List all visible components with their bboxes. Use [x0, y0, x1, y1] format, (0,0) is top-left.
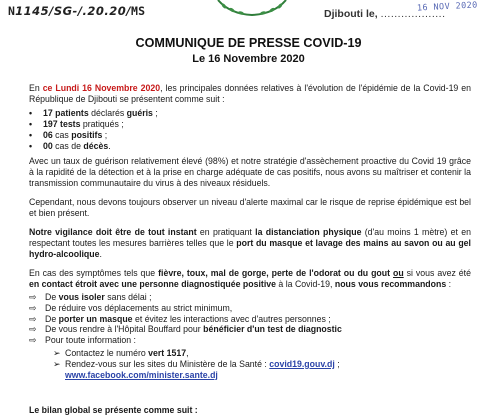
reference-number	[8, 4, 145, 18]
recommendation-item: ⇨ De vous isoler sans délai ;	[29, 292, 152, 302]
stat-item: • 00 cas de décès.	[29, 141, 111, 151]
document-title: COMMUNIQUE DE PRESSE COVID-19	[135, 36, 362, 50]
contact-item: ➢ Rendez-vous sur les sites du Ministère de la Santé : covid19.gouv.dj ;	[53, 358, 340, 369]
recommendation-item: ⇨ De porter un masque et évitez les interactions avec d'autres personnes ;	[29, 313, 331, 324]
date-stamp: 16 NOV 2020	[416, 0, 478, 14]
arrow-icon: ⇨	[29, 313, 37, 324]
stats-list	[29, 108, 471, 152]
emblem-laurel	[210, 0, 294, 16]
recovery-paragraph: Avec un taux de guérison relativement élevé (98%) et notre stratégie d'assèchement proactive du Covid 19 grâce à la rapidité de la détection et à la prise en charge adéquate de cas positifs, nous avons su maîtriser et contenir la transmission communautaire du virus à des niveaux résiduels.	[29, 156, 471, 188]
place-and-date: Djibouti le, ...................	[324, 8, 446, 20]
alert-paragraph: Cependant, nous devons toujours observer un niveau d'alerte maximal car le risque de reprise épidémique est bel et bien présent.	[29, 197, 471, 218]
bilan-heading: Le bilan global se présente comme suit :	[29, 405, 198, 415]
contact-list	[29, 348, 471, 380]
arrow-icon: ⇨	[29, 302, 37, 313]
contact-item	[53, 370, 471, 381]
arrow-icon: ⇨	[29, 335, 37, 346]
facebook-link[interactable]: www.facebook.com/minister.sante.dj	[65, 369, 218, 380]
reference-handwritten: 1145/SG-/.20.20/	[15, 4, 131, 18]
stat-item: • 197 tests pratiqués ;	[29, 119, 124, 129]
stat-item: • 06 cas positifs ;	[29, 130, 108, 140]
arrow-icon: ⇨	[29, 324, 37, 335]
reference-prefix: N	[8, 4, 16, 18]
recommendation-item: ⇨ De vous rendre à l'Hôpital Bouffard pour bénéficier d'un test de diagnostic	[29, 324, 342, 335]
recommendation-item: ⇨ De réduire vos déplacements au strict minimum,	[29, 302, 233, 313]
vigilance-paragraph: Notre vigilance doit être de tout instant en pratiquant la distanciation physique (d'au moins 1 mètre) et en respectant toutes les mesures barrières telles que le port du masque et lavage des mains au savon ou au gel hydro-alcoolique.	[29, 227, 471, 259]
contact-item: ➢ Contactez le numéro vert 1517,	[53, 347, 189, 358]
reference-suffix: MS	[130, 4, 146, 18]
intro-paragraph: En ce Lundi 16 Novembre 2020, les principales données relatives à l'évolution de l'épidémie de la Covid-19 en République de Djibouti se présentent comme suit :	[29, 83, 471, 104]
arrowhead-bullet-icon: ➢	[53, 347, 61, 358]
intro-date: ce Lundi 16 Novembre 2020	[42, 83, 161, 93]
recommendation-item: ⇨ Pour toute information :	[29, 335, 136, 346]
document-body	[29, 83, 471, 380]
recommendations-list	[29, 292, 471, 346]
symptoms-paragraph: En cas des symptômes tels que fièvre, toux, mal de gorge, perte de l'odorat ou du gout ou si vous avez été en contact étroit avec une personne diagnostiquée positive à la Covid-19, nous vous recommandons :	[29, 268, 471, 289]
website-link[interactable]: covid19.gouv.dj	[269, 358, 335, 369]
arrowhead-bullet-icon: ➢	[53, 358, 61, 369]
arrow-icon: ⇨	[29, 292, 37, 302]
stat-item: • 17 patients déclarés guéris ;	[29, 108, 158, 118]
document-date: Le 16 Novembre 2020	[192, 53, 305, 65]
